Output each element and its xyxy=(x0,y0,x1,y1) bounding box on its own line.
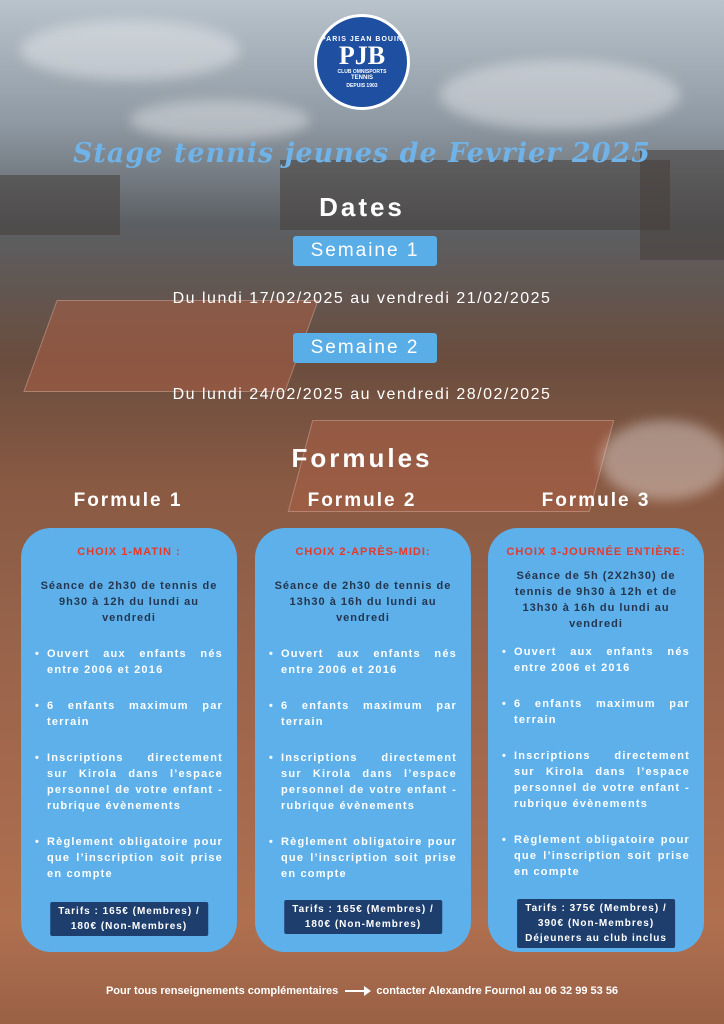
list-item: • 6 enfants maximum par terrain xyxy=(269,698,457,730)
details-list xyxy=(502,644,690,880)
tarif-line: 180€ (Non-Membres) xyxy=(304,919,422,930)
details-list xyxy=(35,646,223,882)
formule-3-card xyxy=(488,528,704,952)
seance-description: Séance de 2h30 de tennis de 9h30 à 12h du lundi au vendredi xyxy=(40,580,218,624)
logo-since: DEPUIS 1903 xyxy=(346,82,378,89)
list-item: • Ouvert aux enfants nés entre 2006 et 2016 xyxy=(502,644,690,676)
footer-contact xyxy=(0,985,724,997)
choix-title: CHOIX 2-APRÈS-MIDI: xyxy=(295,546,431,558)
footer-left-text: Pour tous renseignements complémentaires xyxy=(105,985,339,997)
seance-description: Séance de 5h (2X2h30) de tennis de 9h30 à 12h et de 13h30 à 16h du lundi au vendredi xyxy=(514,570,678,630)
list-item: • Ouvert aux enfants nés entre 2006 et 2016 xyxy=(35,646,223,678)
formule-3-heading: Formule 3 xyxy=(541,490,651,511)
tarif-badge xyxy=(50,902,208,936)
seance-description: Séance de 2h30 de tennis de 13h30 à 16h du lundi au vendredi xyxy=(274,580,452,624)
details-list xyxy=(269,646,457,882)
tarif-line: Tarifs : 165€ (Membres) / xyxy=(292,904,434,915)
dates-heading: Dates xyxy=(319,192,405,222)
list-item: • Ouvert aux enfants nés entre 2006 et 2016 xyxy=(269,646,457,678)
formule-1-heading: Formule 1 xyxy=(73,490,183,511)
logo-monogram: PJB xyxy=(338,40,386,70)
formule-2-card xyxy=(255,528,471,952)
week-2-range: Du lundi 24/02/2025 au vendredi 28/02/2025 xyxy=(172,386,552,403)
week-1-label: Semaine 1 xyxy=(293,236,437,266)
arrow-right-icon xyxy=(345,990,369,992)
list-item: • Inscriptions directement sur Kirola dans l’espace personnel de votre enfant - rubrique évènements xyxy=(35,750,223,814)
list-item: • Règlement obligatoire pour que l’inscription soit prise en compte xyxy=(35,834,223,882)
logo-sport: TENNIS xyxy=(350,74,373,81)
formule-2-heading: Formule 2 xyxy=(307,490,417,511)
list-item: • Règlement obligatoire pour que l’inscription soit prise en compte xyxy=(502,832,690,880)
formule-1-card xyxy=(21,528,237,952)
formules-heading: Formules xyxy=(291,443,433,473)
tarif-line: 180€ (Non-Membres) xyxy=(70,921,188,932)
logo-club-line: CLUB OMNISPORTS xyxy=(337,68,387,75)
tarif-line: Tarifs : 375€ (Membres) / xyxy=(525,903,667,914)
footer-right-text: contacter Alexandre Fournol au 06 32 99 53 56 xyxy=(376,985,619,997)
tarif-line: Déjeuners au club inclus xyxy=(525,933,667,944)
list-item: • Inscriptions directement sur Kirola dans l’espace personnel de votre enfant - rubrique évènements xyxy=(502,748,690,812)
logo-ring-text: PARIS JEAN BOUIN xyxy=(321,35,403,43)
tarif-badge xyxy=(517,899,675,948)
week-2-label: Semaine 2 xyxy=(293,333,437,363)
tarif-line: Tarifs : 165€ (Membres) / xyxy=(58,906,200,917)
tarif-line: 390€ (Non-Membres) xyxy=(537,918,655,929)
tarif-badge xyxy=(284,900,442,934)
choix-title: CHOIX 3-JOURNÉE ENTIÈRE: xyxy=(506,546,686,558)
list-item: • 6 enfants maximum par terrain xyxy=(35,698,223,730)
list-item: • 6 enfants maximum par terrain xyxy=(502,696,690,728)
list-item: • Inscriptions directement sur Kirola dans l’espace personnel de votre enfant - rubrique évènements xyxy=(269,750,457,814)
club-logo xyxy=(314,14,410,110)
page-title: Stage tennis jeunes de Fevrier 2025 xyxy=(72,138,652,169)
choix-title: CHOIX 1-MATIN : xyxy=(77,546,181,558)
week-1-range: Du lundi 17/02/2025 au vendredi 21/02/2025 xyxy=(172,290,552,307)
list-item: • Règlement obligatoire pour que l’inscription soit prise en compte xyxy=(269,834,457,882)
